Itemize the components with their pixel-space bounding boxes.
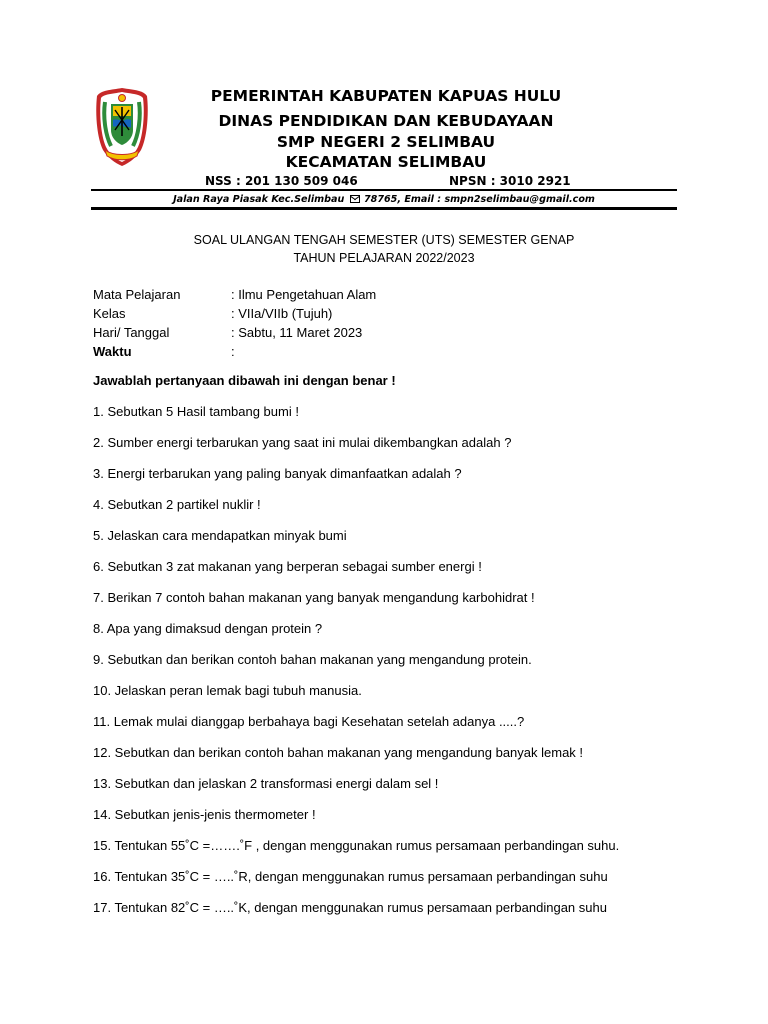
nss-number: NSS : 201 130 509 046 <box>205 174 358 188</box>
date-label: Hari/ Tanggal <box>93 325 170 340</box>
question-item: 6. Sebutkan 3 zat makanan yang berperan sebagai sumber energi ! <box>93 559 482 574</box>
district-name: KECAMATAN SELIMBAU <box>285 153 487 171</box>
question-item: 12. Sebutkan dan berikan contoh bahan makanan yang mengandung banyak lemak ! <box>93 745 584 760</box>
address-street: Jalan Raya Piasak Kec.Selimbau <box>173 194 345 205</box>
date-value: : Sabtu, 11 Maret 2023 <box>231 325 363 340</box>
letterhead-top-rule <box>91 189 677 191</box>
time-label: Waktu <box>93 344 132 359</box>
department-title: DINAS PENDIDIKAN DAN KEBUDAYAAN <box>218 112 554 130</box>
question-item: 17. Tentukan 82˚C = …..˚K, dengan menggunakan rumus persamaan perbandingan suhu <box>93 900 607 915</box>
npsn-number: NPSN : 3010 2921 <box>449 174 571 188</box>
class-value: : VIIa/VIIb (Tujuh) <box>231 306 333 321</box>
subject-label: Mata Pelajaran <box>93 287 181 302</box>
time-value: : <box>231 344 235 359</box>
question-item: 5. Jelaskan cara mendapatkan minyak bumi <box>93 528 347 543</box>
question-item: 7. Berikan 7 contoh bahan makanan yang banyak mengandung karbohidrat ! <box>93 590 535 605</box>
address-postal-email: 78765, Email : smpn2selimbau@gmail.com <box>363 194 595 205</box>
school-name: SMP NEGERI 2 SELIMBAU <box>276 133 496 151</box>
subject-value: : Ilmu Pengetahuan Alam <box>231 287 377 302</box>
question-item: 2. Sumber energi terbarukan yang saat ini mulai dikembangkan adalah ? <box>93 435 512 450</box>
question-item: 9. Sebutkan dan berikan contoh bahan makanan yang mengandung protein. <box>93 652 532 667</box>
question-item: 13. Sebutkan dan jelaskan 2 transformasi energi dalam sel ! <box>93 776 439 791</box>
question-item: 8. Apa yang dimaksud dengan protein ? <box>93 621 323 636</box>
question-item: 14. Sebutkan jenis-jenis thermometer ! <box>93 807 316 822</box>
question-item: 10. Jelaskan peran lemak bagi tubuh manusia. <box>93 683 362 698</box>
school-address <box>91 194 677 205</box>
question-item: 16. Tentukan 35˚C = …..˚R, dengan menggunakan rumus persamaan perbandingan suhu <box>93 869 608 884</box>
government-title: PEMERINTAH KABUPATEN KAPUAS HULU <box>210 87 562 105</box>
letterhead-bottom-rule <box>91 207 677 210</box>
envelope-icon <box>350 195 360 203</box>
question-item: 3. Energi terbarukan yang paling banyak dimanfaatkan adalah ? <box>93 466 462 481</box>
instruction-text: Jawablah pertanyaan dibawah ini dengan benar ! <box>93 373 396 388</box>
question-item: 1. Sebutkan 5 Hasil tambang bumi ! <box>93 404 299 419</box>
question-item: 15. Tentukan 55˚C =…….˚F , dengan menggunakan rumus persamaan perbandingan suhu. <box>93 838 620 853</box>
academic-year: TAHUN PELAJARAN 2022/2023 <box>293 251 475 265</box>
question-item: 4. Sebutkan 2 partikel nuklir ! <box>93 497 261 512</box>
exam-title: SOAL ULANGAN TENGAH SEMESTER (UTS) SEMESTER GENAP <box>193 233 575 247</box>
class-label: Kelas <box>93 306 126 321</box>
question-item: 11. Lemak mulai dianggap berbahaya bagi Kesehatan setelah adanya .....? <box>93 714 525 729</box>
